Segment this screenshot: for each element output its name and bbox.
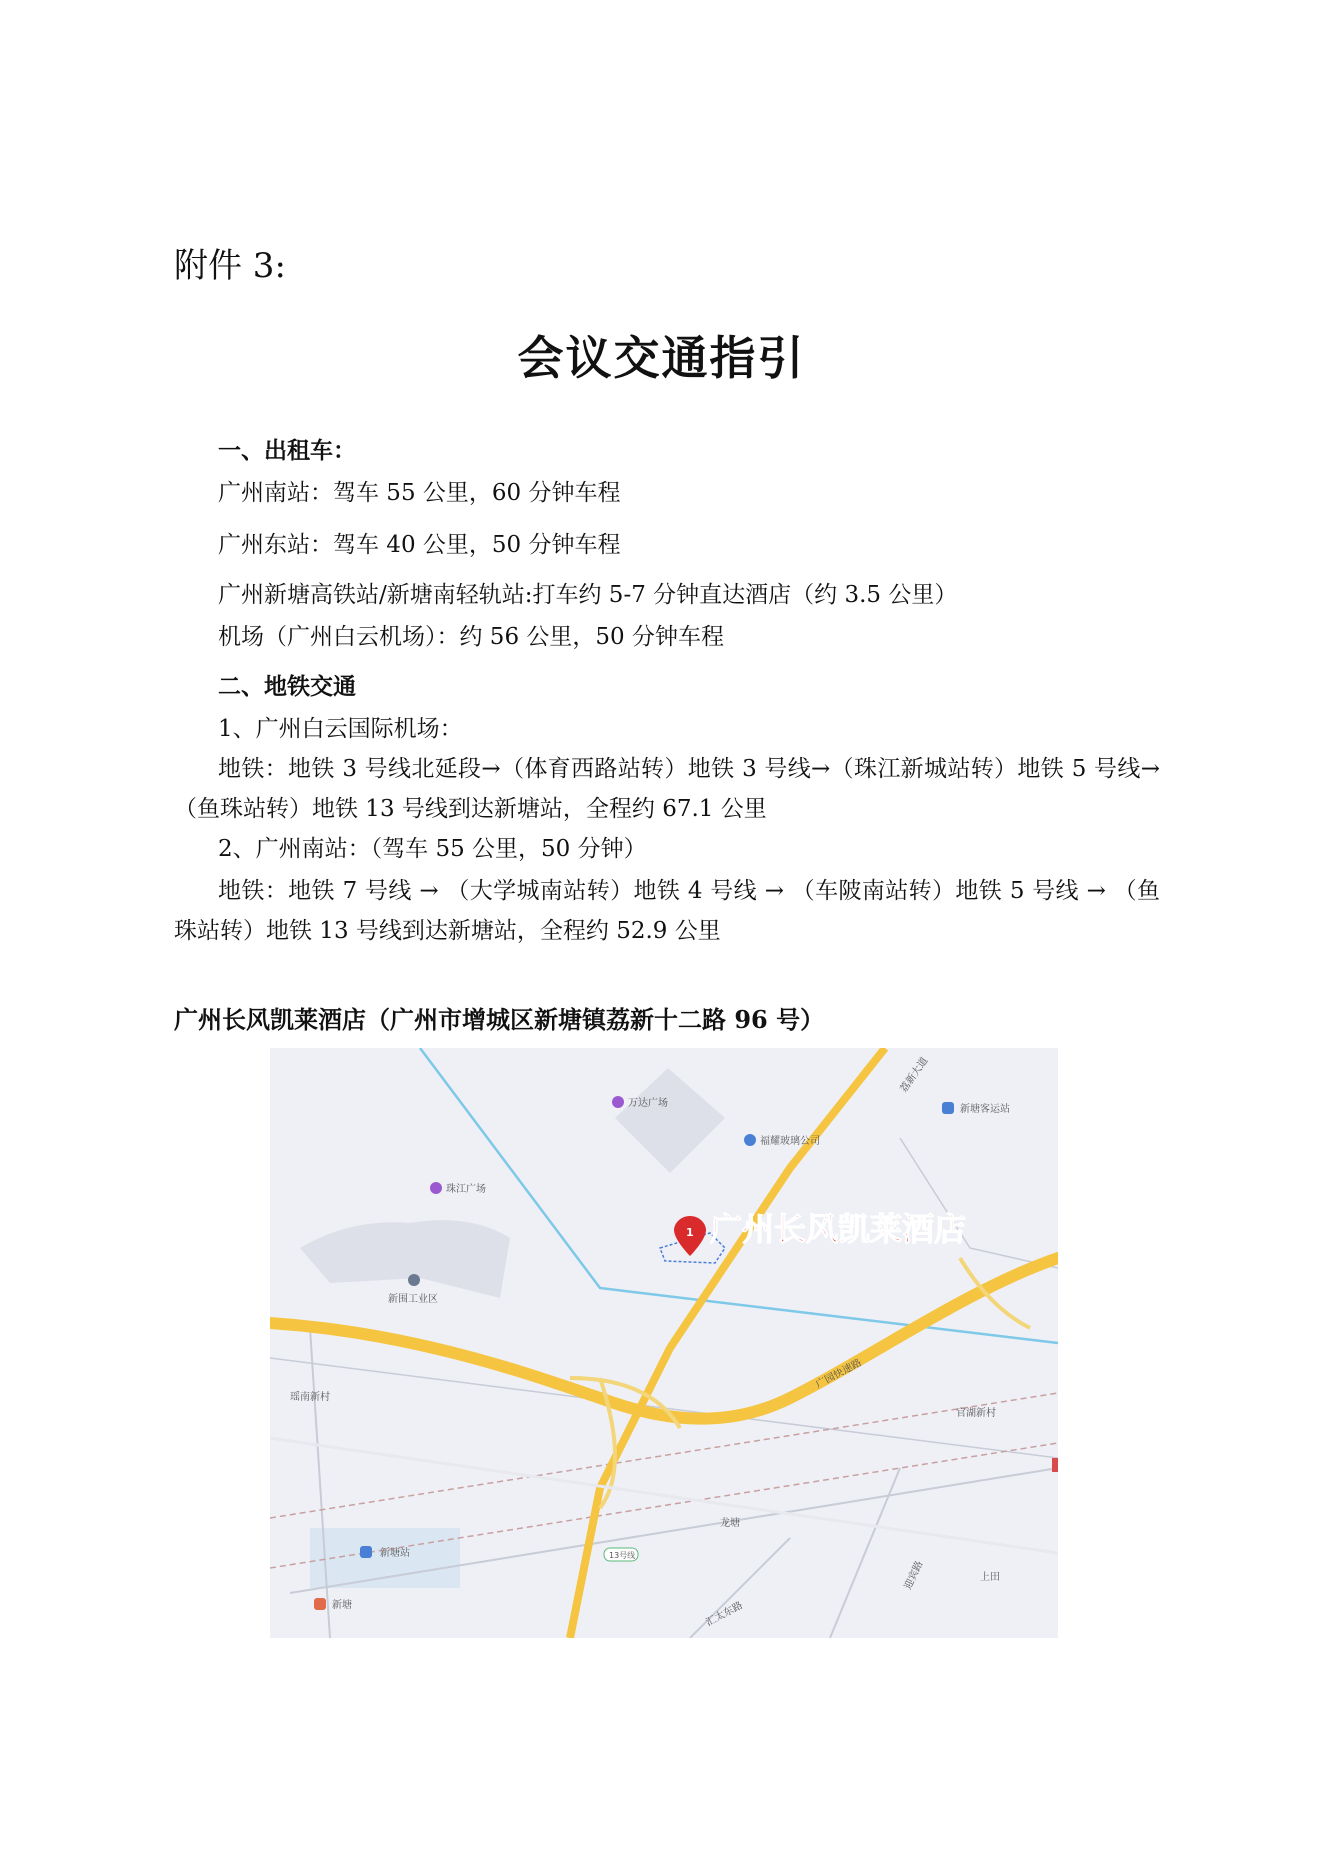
map-label-zhujiang: 珠江广场 <box>446 1184 486 1195</box>
edge-marker-icon <box>1052 1458 1058 1472</box>
map-canvas <box>270 1048 1058 1638</box>
taxi-line: 广州南站：驾车 55 公里，60 分钟车程 <box>218 480 621 506</box>
map-label-longtang: 龙塘 <box>720 1518 740 1529</box>
route2-line1: 地铁：地铁 7 号线 → （大学城南站转）地铁 4 号线 → （车陂南站转）地铁 5 号线 → （鱼 <box>218 878 1160 904</box>
route1-line2: （鱼珠站转）地铁 13 号线到达新塘站，全程约 67.1 公里 <box>174 796 767 822</box>
map-label-gongnan: 瑶南新村 <box>290 1392 330 1403</box>
taxi-heading: 一、出租车： <box>218 437 356 464</box>
building-icon[interactable] <box>408 1274 420 1286</box>
map-label-line13: 13号线 <box>609 1551 636 1560</box>
hotel-caption: 广州长风凯莱酒店（广州市增城区新塘镇荔新十二路 96 号） <box>174 1005 825 1034</box>
map-label-fuyao: 福耀玻璃公司 <box>760 1136 820 1147</box>
map-label-guangyuan: 广园快速路 <box>814 1357 864 1391</box>
minor-road <box>900 1138 1058 1268</box>
map-label-lixin-road: 荔新大道 <box>898 1055 931 1095</box>
minor-road <box>310 1328 330 1638</box>
map-label-wanda: 万达广场 <box>628 1098 668 1109</box>
map-label-xintang-bus: 新塘客运站 <box>960 1104 1010 1115</box>
route1-title: 1、广州白云国际机场： <box>218 716 463 742</box>
bus-station-icon[interactable] <box>942 1102 954 1114</box>
map-label-guanhu: 官湖新村 <box>956 1408 996 1419</box>
map-label-xinwei: 新围工业区 <box>388 1294 438 1305</box>
rail-station-icon[interactable] <box>314 1598 326 1610</box>
taxi-line: 广州东站：驾车 40 公里，50 分钟车程 <box>218 532 621 558</box>
company-icon[interactable] <box>744 1134 756 1146</box>
map-label-huitai-road: 汇太东路 <box>704 1600 745 1629</box>
mall-icon[interactable] <box>430 1182 442 1194</box>
route1-line1: 地铁：地铁 3 号线北延段→（体育西路站转）地铁 3 号线→（珠江新城站转）地铁 5 号线→ <box>218 756 1160 782</box>
location-map[interactable] <box>270 1048 1058 1638</box>
expressway <box>270 1258 1058 1419</box>
map-label-shangtian: 上田 <box>980 1572 1000 1583</box>
page-title: 会议交通指引 <box>517 331 806 385</box>
pin-number: 1 <box>686 1226 694 1239</box>
industrial-area <box>300 1220 510 1298</box>
map-label-xintang-station: 新塘站 <box>380 1548 410 1559</box>
industrial-block <box>615 1068 725 1173</box>
mall-icon[interactable] <box>612 1096 624 1108</box>
route2-line2: 珠站转）地铁 13 号线到达新塘站，全程约 52.9 公里 <box>174 918 721 944</box>
route2-title: 2、广州南站：（驾车 55 公里，50 分钟） <box>218 836 647 862</box>
map-label-yingbin-road: 迎宾路 <box>902 1559 926 1592</box>
metro-station-icon[interactable] <box>360 1546 372 1558</box>
minor-road <box>830 1468 900 1638</box>
map-label-xintang: 新塘 <box>332 1600 352 1611</box>
taxi-line: 广州新塘高铁站/新塘南轻轨站:打车约 5-7 分钟直达酒店（约 3.5 公里） <box>218 582 958 608</box>
minor-road <box>690 1538 790 1638</box>
hotel-map-label: 广州长风凯莱酒店 <box>710 1210 967 1248</box>
metro-heading: 二、地铁交通 <box>218 673 356 700</box>
attachment-label: 附件 3: <box>174 246 286 286</box>
taxi-line: 机场（广州白云机场）：约 56 公里，50 分钟车程 <box>218 624 724 650</box>
